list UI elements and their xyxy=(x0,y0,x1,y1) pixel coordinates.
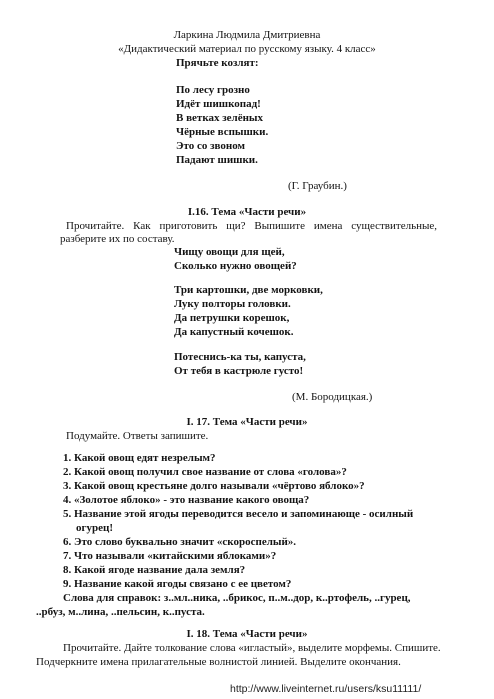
poem-line: Три картошки, две морковки, xyxy=(174,284,323,296)
poem-line: Сколько нужно овощей? xyxy=(174,260,297,272)
book-title: «Дидактический материал по русскому языку. 4 класс» xyxy=(118,43,376,55)
section-16-author: (М. Бородицкая.) xyxy=(292,391,373,403)
section-18-intro: Подчеркните имена прилагательные волнистой линией. Выделите окончания. xyxy=(36,656,401,668)
poem-1-author: (Г. Граубин.) xyxy=(288,180,347,192)
reference-words: ..рбуз, м..лина, ..пельсин, к..пуста. xyxy=(36,606,205,618)
section-18-title: I. 18. Тема «Части речи» xyxy=(186,628,308,640)
section-16-intro: разберите их по составу. xyxy=(60,233,175,245)
poem-line: Потеснись-ка ты, капуста, xyxy=(174,351,306,363)
question-item: 9. Название какой ягоды связано с ее цветом? xyxy=(63,578,292,590)
question-item: 8. Какой ягоде название дала земля? xyxy=(63,564,246,576)
author-name: Ларкина Людмила Дмитриевна xyxy=(173,29,321,41)
section-17-intro: Подумайте. Ответы запишите. xyxy=(66,430,209,442)
poem-line: Идёт шишкопад! xyxy=(176,98,261,110)
question-item: 7. Что называли «китайскими яблоками»? xyxy=(63,550,277,562)
poem-line: Луку полторы головки. xyxy=(174,298,291,310)
question-item: 5. Название этой ягоды переводится весело и запоминающе - осилный xyxy=(63,508,414,520)
reference-words: Слова для справок: з..мл..ника, ..брикос, п..м..дор, к..ртофель, ..гурец, xyxy=(63,592,411,604)
question-item: 6. Это слово буквально значит «скороспелый». xyxy=(63,536,297,548)
question-item-continuation: огурец! xyxy=(76,522,113,534)
poem-line: Чищу овощи для щей, xyxy=(174,246,285,258)
section-16-intro: Прочитайте. Как приготовить щи? Выпишите имена существительные, xyxy=(66,220,437,232)
poem-line: Да капустный кочешок. xyxy=(174,326,294,338)
question-item: 1. Какой овощ едят незрелым? xyxy=(63,452,216,464)
question-item: 2. Какой овощ получил свое название от слова «голова»? xyxy=(63,466,347,478)
section-16-title: I.16. Тема «Части речи» xyxy=(187,206,307,218)
poem-line: В ветках зелёных xyxy=(176,112,264,124)
poem-1-title: Прячьте козлят: xyxy=(176,57,259,69)
poem-line: Это со звоном xyxy=(176,140,246,152)
poem-line: От тебя в кастрюле густо! xyxy=(174,365,304,377)
section-18-intro: Прочитайте. Дайте толкование слова «игластый», выделите морфемы. Спишите. xyxy=(63,642,441,654)
poem-line: Чёрные вспышки. xyxy=(176,126,269,138)
question-item: 3. Какой овощ крестьяне долго называли «чёртово яблоко»? xyxy=(63,480,365,492)
poem-line: По лесу грозно xyxy=(176,84,250,96)
poem-line: Падают шишки. xyxy=(176,154,258,166)
question-item: 4. «Золотое яблоко» - это название какого овоща? xyxy=(63,494,310,506)
poem-line: Да петрушки корешок, xyxy=(174,312,290,324)
source-url: http://www.liveinternet.ru/users/ksu11111/ xyxy=(230,683,422,695)
section-17-title: I. 17. Тема «Части речи» xyxy=(186,416,308,428)
